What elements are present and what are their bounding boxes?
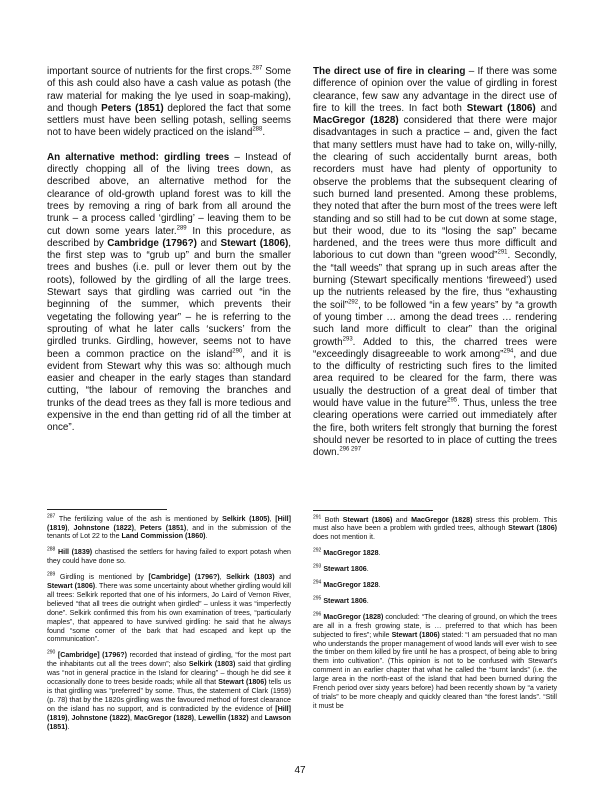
text-run: ,: [194, 713, 199, 722]
footnote-ref: 287: [252, 65, 263, 72]
footnote-ref: 293: [342, 336, 353, 343]
footnote-ref: 296: [313, 611, 322, 618]
text-run: .: [67, 722, 70, 731]
footnote-291: [313, 516, 557, 543]
text-run: , and due to the difficulty of restricting such fires to the limited area required to be cleared for the farm, there was usually the destruction of a great deal of timber that would have value in the future: [313, 348, 557, 410]
bold-reference: Lewellin (1832): [198, 713, 249, 722]
bold-reference: MacGregor 1828: [323, 549, 379, 558]
bold-reference: Stewart (1806): [391, 630, 440, 639]
text-run: .: [262, 127, 266, 139]
bold-reference: Land Commission (1860): [121, 532, 206, 541]
bold-reference: Stewart 1806: [323, 565, 367, 574]
bold-reference: Stewart 1806: [323, 596, 367, 605]
footnote-287: [47, 515, 291, 542]
bold-reference: The direct use of fire in clearing: [313, 66, 466, 77]
bold-reference: Stewart (1806): [220, 237, 289, 249]
footnote-295: [313, 597, 557, 606]
text-run: and: [248, 713, 265, 722]
text-run: . Added to this, the charred trees were “exceedingly disagreeable to work among”: [313, 336, 557, 360]
text-run: . Thus, unless the tree clearing operations were carried out immediately after the fire, both writers felt strongly that burning the forest should never be resorted to in place of cutting the trees down.: [313, 398, 557, 459]
text-run: tells us is that girdling was “preferred” by some. Thus, the statement of Clark (1959) (p. 78) that by the 1820s girdling was the favoured method of forest clearance on the island has no support, and is contradicted by the evidence of: [47, 678, 291, 713]
text-run: ,: [129, 713, 135, 722]
text-run: chastised the settlers for having failed to export potash when they could have done so.: [47, 548, 291, 566]
left-column: [47, 66, 291, 739]
bold-reference: An alternative method: girdling trees: [47, 151, 230, 163]
text-run: stated: “I am persuaded that no man who understands the proper management of wood lands will ever wish to see the timber on them killed by fire until he has a prospect, of being able to bring them into cultivation”. (This opinion is not to be confused with Stewart's comment in an earlier chapter that what he called the “burnt lands” (i.e. the large area in the north-east of the island that had been burned during the French period over sixty years before) had been recently shown by “a variety of trials” to be more cheaply and quickly cleared than “the forest lands”. “Still it must be: [313, 630, 557, 710]
bold-reference: MacGregor (1828): [313, 115, 399, 127]
footnote-ref: 294: [503, 348, 514, 355]
bold-reference: Peters (1851): [101, 102, 164, 114]
bold-reference: Stewart (1806): [508, 524, 558, 533]
text-run: Some of this ash could also have a cash value as potash (the raw material for making the lye used in soap-making), and though: [47, 66, 291, 114]
text-run: deplored the fact that some settlers must have been selling potash, selling seems not to have been widely practiced on the island: [47, 102, 292, 139]
footnote-ref: 289: [47, 571, 56, 578]
text-run: .: [378, 549, 381, 558]
text-run: and: [196, 237, 221, 249]
text-run: Both: [321, 515, 343, 524]
bold-reference: Stewart (1806): [466, 102, 536, 114]
text-run: .: [366, 565, 369, 574]
bold-reference: Hill (1839): [57, 548, 93, 557]
body-paragraph: [47, 66, 291, 140]
footnote-288: [47, 548, 291, 566]
footnote-ref: 295: [447, 397, 458, 404]
bold-reference: Johnstone (1822): [73, 523, 134, 532]
text-run: concluded: “The clearing of ground, on which the trees are all in a fresh growing state, is … preferred to that which has been subjected to fires”; while: [313, 612, 557, 639]
bold-reference: MacGregor (1828): [411, 515, 473, 524]
text-run: does not mention it.: [313, 533, 375, 542]
bold-reference: [Cambridge] (1796?): [148, 573, 220, 582]
bold-reference: [Hill] (1819): [47, 514, 291, 532]
text-run: recorded that instead of girdling, “for the most part the inhabitants cut all the trees down”; also: [47, 651, 291, 669]
text-run: , the first step was to “grub up” and burn the smaller trees and bushes (i.e. pull or lever them out by the roots), followed by the girdling of all the large trees. Stewart says that girdling was carried out “in the beginning of the summer, which prevents their vegetating the following year” – he is referring to the sprouting of what he later calls ‘suckers’ from the girdled trunks. Girdling, however, seems not to have been a common practice on the island: [47, 237, 292, 360]
footnote-ref: 296 297: [339, 446, 362, 453]
footnote-ref: 292: [348, 299, 359, 306]
footnote-ref: 288: [47, 546, 56, 553]
footnote-296: [313, 613, 557, 711]
text-run: stress this problem. This must also have been a problem with girdled trees, although: [313, 515, 557, 533]
footnote-ref: 290: [232, 348, 243, 355]
footnote-rule: [313, 510, 433, 511]
girdling-paragraph: [47, 152, 291, 435]
footnote-ref: 287: [47, 513, 56, 520]
bold-reference: Peters (1851): [140, 523, 187, 532]
bold-reference: Stewart (1806): [218, 678, 267, 687]
bold-reference: Selkirk (1803): [226, 573, 275, 582]
bold-reference: Stewart (1806): [342, 515, 393, 524]
bold-reference: Lawson (1851): [47, 713, 291, 731]
footnote-ref: 295: [313, 595, 322, 602]
text-run: .: [366, 596, 369, 605]
text-run: , to be followed “in a few years” by “a growth of young timber … among the dead trees … rendering such land more difficult to clear” than the original growth: [313, 299, 558, 348]
text-run: – Instead of directly chopping all of the living trees down, as described above, an alternative method for the clearance of old-growth upland forest was to kill the trees by removing a ring of bark from all around the trunk – a process called ‘girdling’ – leaving them to be cut down some years later.: [47, 151, 291, 237]
text-run: – If there was some difference of opinion over the value of girdling in forest clearance, few saw any advantage in the direct use of fire to kill the trees. In fact both: [313, 66, 557, 114]
bold-reference: MacGregor (1828): [323, 612, 384, 621]
text-run: ,: [219, 573, 227, 582]
right-column: [313, 66, 557, 718]
footnote-292: [313, 549, 557, 558]
footnote-289: [47, 573, 291, 644]
text-run: In this procedure, as described by: [47, 225, 291, 249]
text-run: and: [392, 515, 412, 524]
text-run: ,: [133, 523, 140, 532]
footnote-ref: 293: [313, 563, 322, 570]
footnote-293: [313, 565, 557, 574]
text-run: ,: [269, 514, 276, 523]
bold-reference: MacGregor (1828): [134, 713, 195, 722]
text-run: .: [378, 581, 381, 590]
footnote-ref: 291: [497, 250, 508, 257]
bold-reference: Cambridge (1796?): [107, 237, 197, 249]
bold-reference: Johnstone (1822): [71, 713, 130, 722]
text-run: considered that there were major disadvantages in such a practice – and, given the fact that many settlers must have had to take on, willy-nilly, the clearing of such accidentally burnt areas, both recorders must have had plenty of opportunity to observe the problems that the subsequent clearing of such burned land presented. Among these problems, they noted that after the burn most of the trees were left standing and so still had to be cut down at some stage, but their wood, due to its “losing the sap” became hardened, and the trees were thus more difficult and laborious to cut down than “green wood”: [313, 115, 557, 262]
text-run: ,: [67, 713, 72, 722]
text-run: , and in the submission of the tenants of Lot 22 to the: [47, 523, 291, 541]
footnote-ref: 290: [47, 650, 56, 657]
bold-reference: [Hill] (1819): [47, 704, 291, 722]
footnote-ref: 292: [313, 547, 322, 554]
footnote-ref: 289: [176, 225, 187, 232]
footnote-rule: [47, 509, 167, 510]
text-run: , and it is evident from Stewart why this was so: although much easier and cheaper in the early stages than standard cutting, “the labour of removing the branches and trunks of the dead trees as they fall is more tedious and expensive in the end than getting rid of all the timber at once”.: [47, 348, 291, 434]
text-run: Girdling is mentioned by: [55, 573, 149, 582]
bold-reference: Selkirk (1803): [188, 660, 236, 669]
text-run: . There was some uncertainty about whether girdling would kill all trees: Selkirk reported that one of his informers, Jo Laird of Vernon River, believed “that all trees die outright when girdled” – unless it was “imperfectly done”. Selkirk confirmed this from his own examination of trees, “particularly maples”, that appeared to have survived girdling: he said that he always found “some corner of the bark that had escaped and kept up the communication”.: [47, 582, 291, 644]
text-run: said that girdling was “not in general practice in the Island for clearing” – though he did see it occasionally done to trees beside roads; while all that: [47, 660, 292, 687]
footnote-294: [313, 581, 557, 590]
bold-reference: MacGregor 1828: [323, 581, 379, 590]
text-run: and: [274, 573, 291, 582]
text-run: .: [205, 532, 208, 541]
page-number: 47: [294, 765, 306, 776]
bold-reference: Stewart (1806): [47, 582, 96, 591]
text-run: . Secondly, the “tall weeds” that sprang up in such areas after the burning (Stewart specifically mentions ‘fireweed’) used up the nutrients released by the fire, thus “exhausting the soil”: [313, 250, 557, 311]
text-run: ,: [67, 523, 74, 532]
bold-reference: [Cambridge] (1796?): [57, 651, 127, 660]
text-run: The fertilizing value of the ash is mentioned by: [55, 514, 223, 523]
text-run: important source of nutrients for the first crops.: [47, 66, 253, 77]
footnote-290: [47, 651, 291, 731]
footnote-ref: 291: [313, 514, 322, 521]
footnote-ref: 294: [313, 579, 322, 586]
fire-clearing-paragraph: [313, 66, 557, 460]
text-run: and: [535, 102, 557, 114]
footnote-ref: 288: [252, 127, 263, 134]
bold-reference: Selkirk (1805): [222, 514, 270, 523]
